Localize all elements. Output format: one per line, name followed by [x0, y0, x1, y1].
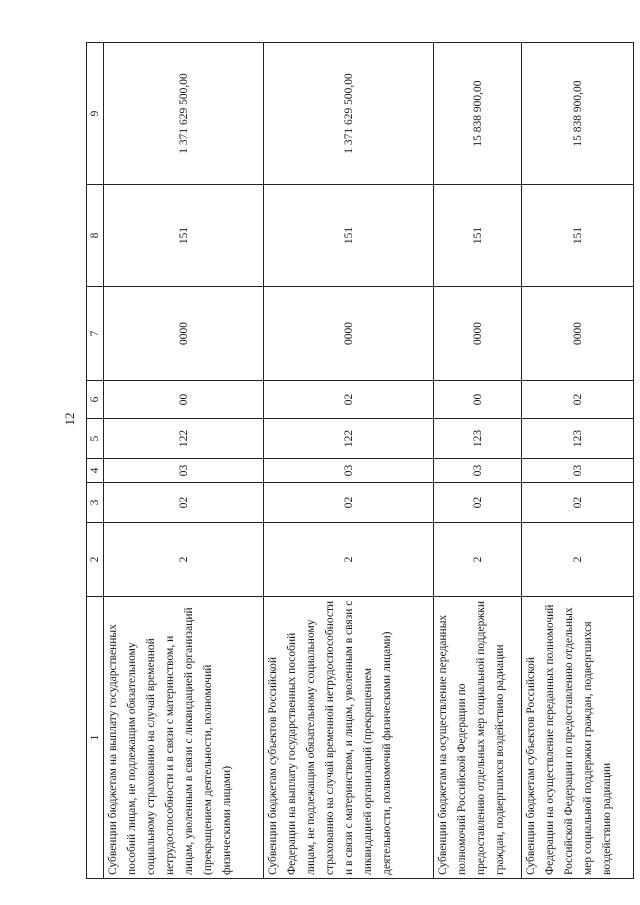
row-name: Субвенции бюджетам субъектов Российской Федерации на осуществление переданных полномочий Российской Федерации по предоставлению отдельных мер социальной поддержки граждан, подвергшихся воздействию радиации [522, 597, 634, 879]
header-col-6: 6 [87, 381, 104, 419]
cell-col-4: 03 [104, 459, 264, 483]
row-name: Субвенции бюджетам субъектов Российской Федерации на выплату государственных пособий лицам, не подлежащим обязательному социальному страхованию на случай временной нетрудоспособности и в связи с материнством, и лицам, уволенным в связи с ликвидацией организаций (прекращением деятельности, полномочий физическими лицами) [264, 597, 434, 879]
cell-col-2: 2 [264, 523, 434, 597]
cell-col-6: 02 [522, 381, 634, 419]
table-row [522, 43, 634, 879]
header-col-1: 1 [87, 597, 104, 879]
cell-col-4: 03 [264, 459, 434, 483]
header-col-5: 5 [87, 419, 104, 459]
header-col-9: 9 [87, 43, 104, 185]
table-row [264, 43, 434, 879]
cell-amount: 15 838 900,00 [434, 43, 522, 185]
cell-col-8: 151 [104, 185, 264, 287]
cell-amount: 1 371 629 500,00 [264, 43, 434, 185]
cell-col-8: 151 [522, 185, 634, 287]
header-col-7: 7 [87, 287, 104, 381]
cell-col-7: 0000 [264, 287, 434, 381]
cell-col-2: 2 [522, 523, 634, 597]
rotated-content-area [62, 0, 613, 905]
cell-col-7: 0000 [104, 287, 264, 381]
cell-col-2: 2 [104, 523, 264, 597]
header-row [87, 43, 104, 879]
cell-col-3: 02 [434, 483, 522, 523]
cell-amount: 1 371 629 500,00 [104, 43, 264, 185]
header-col-2: 2 [87, 523, 104, 597]
cell-col-8: 151 [434, 185, 522, 287]
header-col-4: 4 [87, 459, 104, 483]
landscape-page [62, 39, 613, 879]
row-name: Субвенции бюджетам на осуществление переданных полномочий Российской Федерации по предоставлению отдельных мер социальной поддержки граждан, подвергшихся воздействию радиации [434, 597, 522, 879]
budget-table [86, 42, 634, 879]
cell-col-5: 122 [264, 419, 434, 459]
cell-col-4: 03 [434, 459, 522, 483]
table-row [434, 43, 522, 879]
header-col-8: 8 [87, 185, 104, 287]
table-row [104, 43, 264, 879]
cell-col-3: 02 [522, 483, 634, 523]
cell-col-6: 00 [104, 381, 264, 419]
cell-col-5: 123 [434, 419, 522, 459]
cell-amount: 15 838 900,00 [522, 43, 634, 185]
cell-col-2: 2 [434, 523, 522, 597]
cell-col-6: 00 [434, 381, 522, 419]
row-name: Субвенции бюджетам на выплату государственных пособий лицам, не подлежащим обязательному социальному страхованию на случай временной нетрудоспособности и в связи с материнством, и лицам, уволенным в связи с ликвидацией организаций (прекращением деятельности, полномочий физическими лицами) [104, 597, 264, 879]
cell-col-6: 02 [264, 381, 434, 419]
cell-col-7: 0000 [522, 287, 634, 381]
page-number: 12 [62, 412, 77, 426]
cell-col-7: 0000 [434, 287, 522, 381]
header-col-3: 3 [87, 483, 104, 523]
cell-col-3: 02 [104, 483, 264, 523]
cell-col-5: 123 [522, 419, 634, 459]
cell-col-8: 151 [264, 185, 434, 287]
cell-col-3: 02 [264, 483, 434, 523]
cell-col-5: 122 [104, 419, 264, 459]
cell-col-4: 03 [522, 459, 634, 483]
